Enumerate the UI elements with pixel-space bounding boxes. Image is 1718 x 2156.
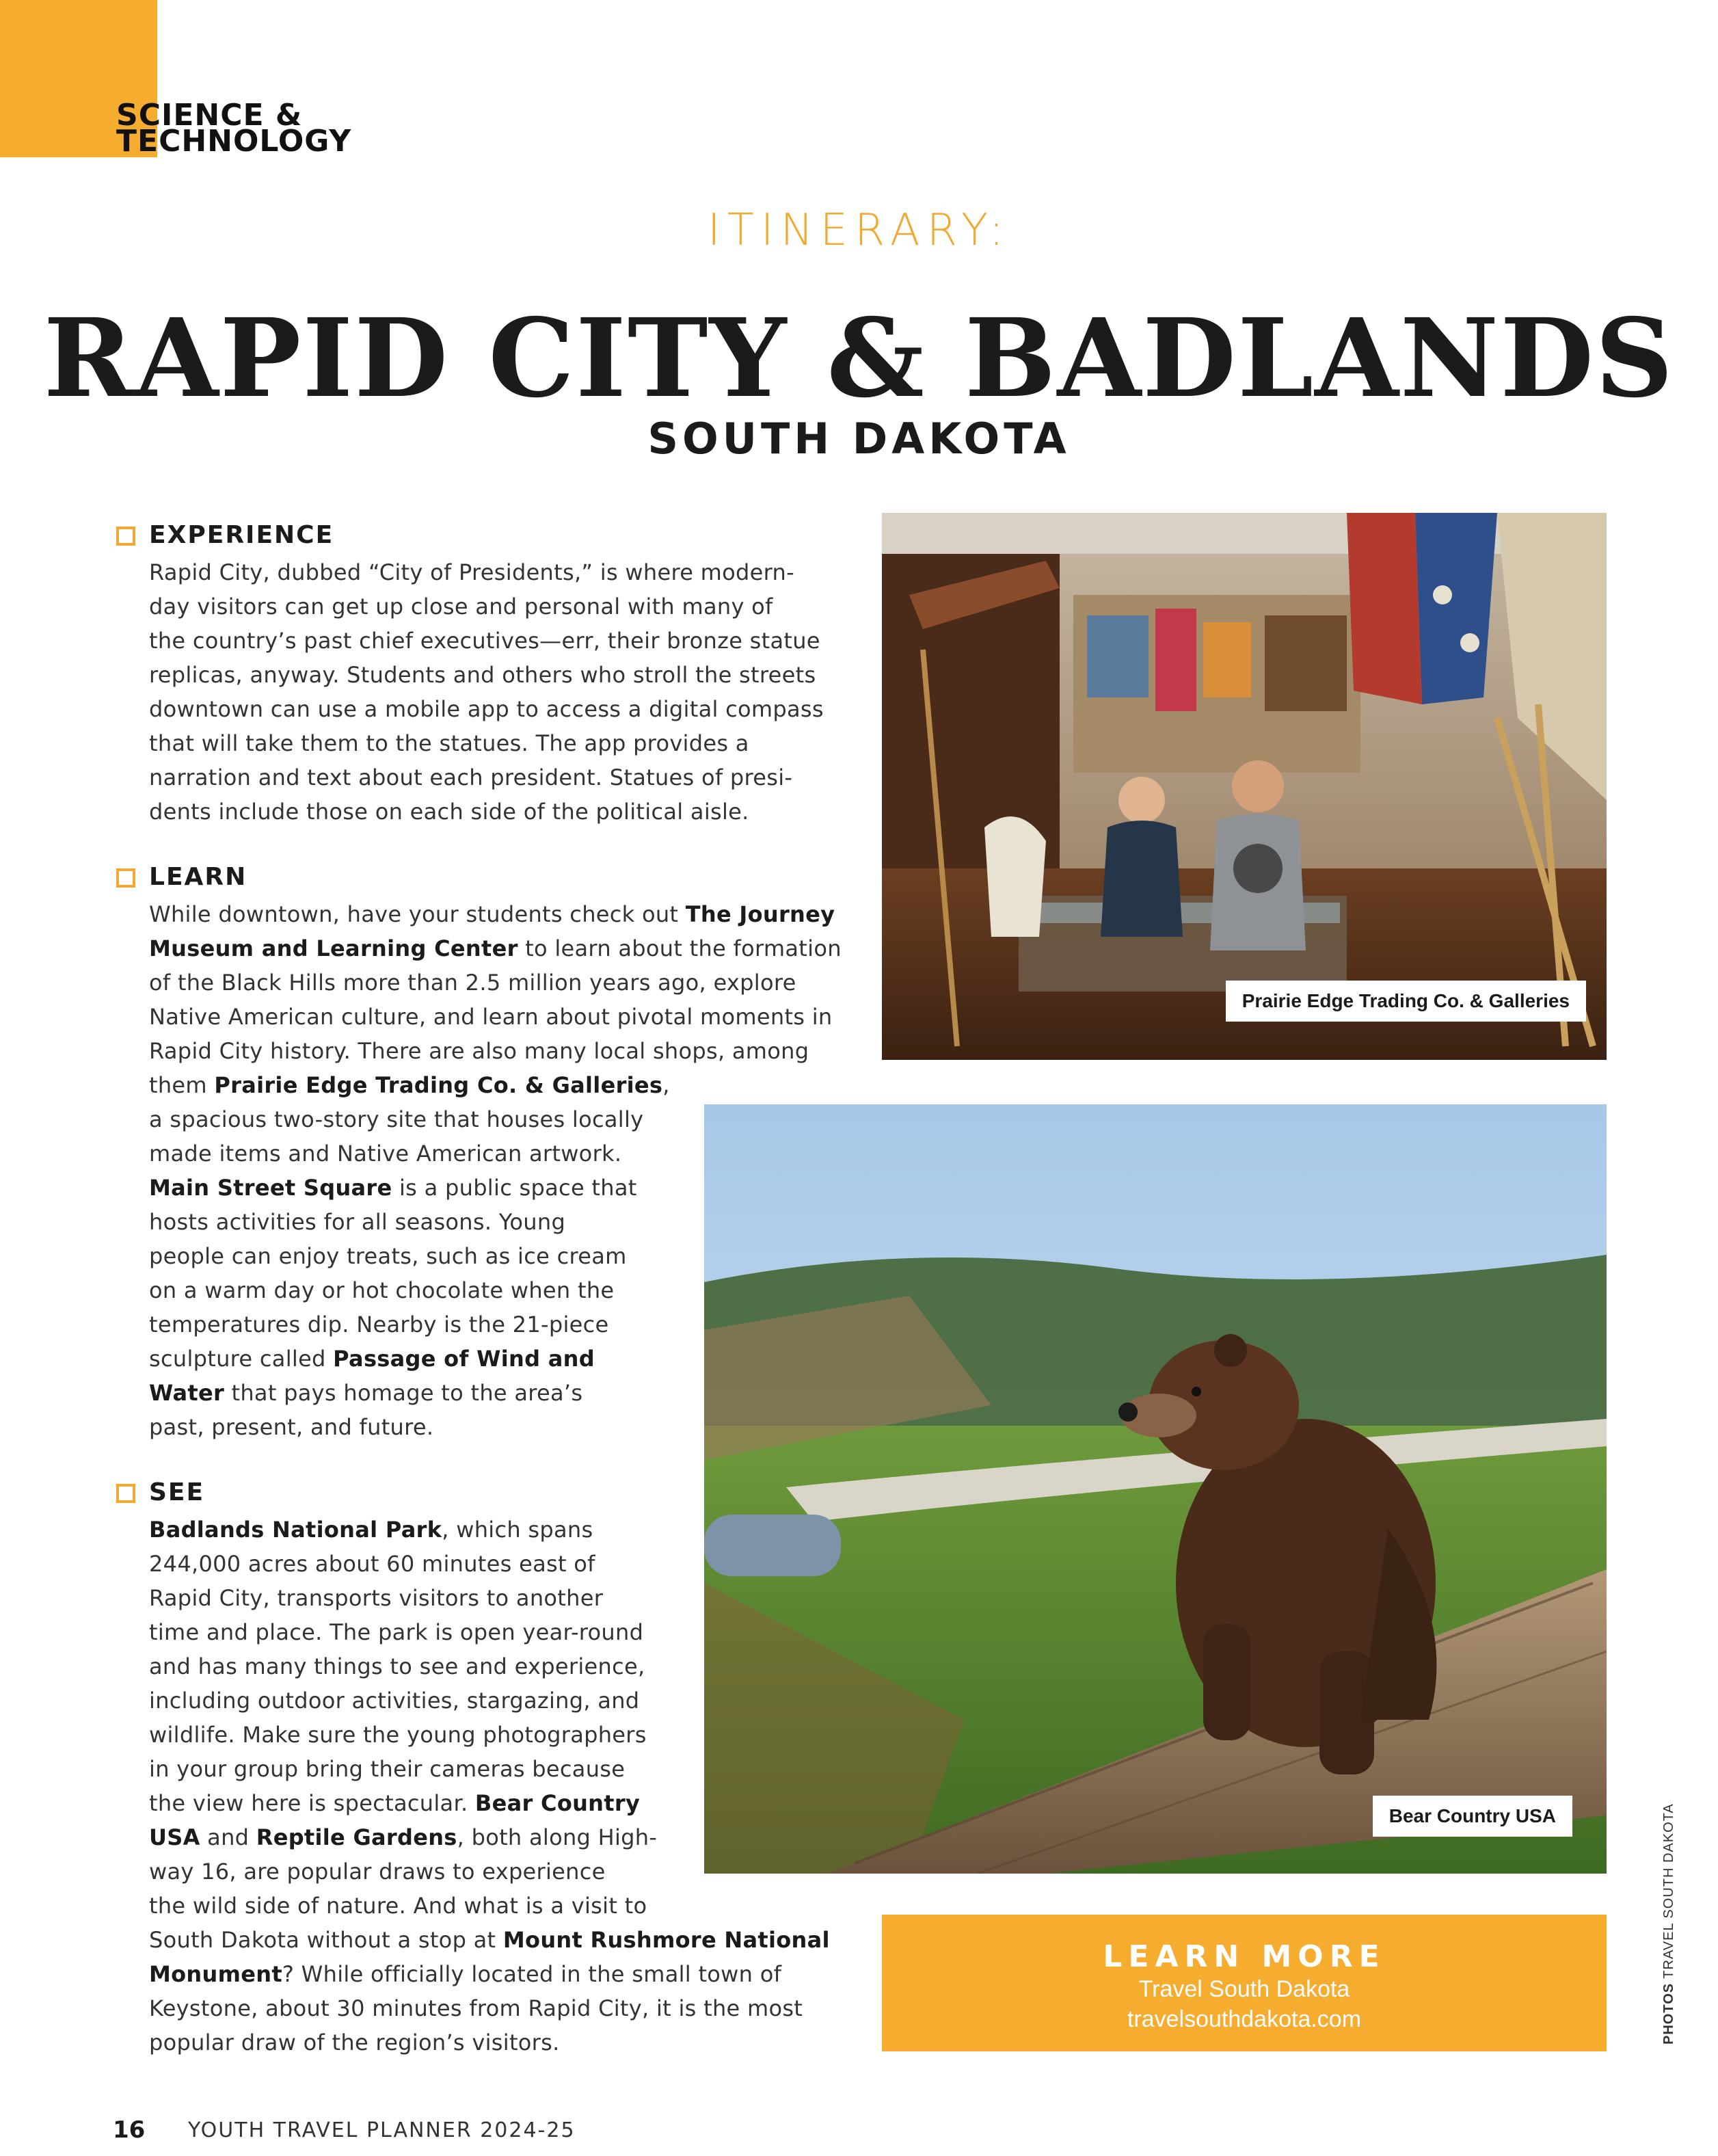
page-title: RAPID CITY & BADLANDS (43, 295, 1675, 422)
body-text-line: made items and Native American artwork. (149, 1141, 622, 1167)
body-text-line: 244,000 acres about 60 minutes east of (149, 1551, 595, 1577)
body-text-line: popular draw of the region’s visitors. (149, 2029, 560, 2055)
body-text-line: Rapid City, dubbed “City of Presidents,” is where modern- (149, 559, 794, 585)
body-text-line: that will take them to the statues. The app provides a (149, 730, 749, 756)
bear-illustration (704, 1104, 1607, 1874)
section-tag-line: SCIENCE & (116, 98, 303, 133)
body-text-line: Native American culture, and learn about pivotal moments in (149, 1004, 833, 1030)
body-text-line: Keystone, about 30 minutes from Rapid City, it is the most (149, 1995, 803, 2021)
photo-store-interior (882, 513, 1607, 1060)
body-text-line: the wild side of nature. And what is a visit to (149, 1893, 647, 1919)
body-text-line: a spacious two-story site that houses locally (149, 1106, 644, 1132)
body-text-line: them Prairie Edge Trading Co. & Galleries, (149, 1072, 670, 1098)
body-text-line: Monument? While officially located in the small town of (149, 1961, 782, 1987)
body-text-line: replicas, anyway. Students and others who stroll the streets (149, 662, 816, 688)
body-text-line: Main Street Square is a public space that (149, 1175, 637, 1201)
section-heading-learn: LEARN (149, 863, 247, 891)
checkbox-icon (116, 527, 135, 546)
photo-caption: Prairie Edge Trading Co. & Galleries (1226, 981, 1586, 1022)
body-text-line: Rapid City, transports visitors to another (149, 1585, 604, 1611)
body-text-line: including outdoor activities, stargazing, and (149, 1688, 640, 1714)
body-text-line: people can enjoy treats, such as ice cream (149, 1243, 627, 1269)
body-text-line: on a warm day or hot chocolate when the (149, 1277, 615, 1303)
section-heading-experience: EXPERIENCE (149, 521, 334, 549)
body-text-line: the country’s past chief executives—err, their bronze statue (149, 628, 820, 654)
body-text-line: day visitors can get up close and personal with many of (149, 594, 773, 620)
section-tag (116, 98, 352, 159)
body-text-line: USA and Reptile Gardens, both along High- (149, 1824, 658, 1850)
learn-more-box (882, 1915, 1607, 2051)
body-text-line: Museum and Learning Center to learn about the formation (149, 935, 842, 961)
section-tag-line: TECHNOLOGY (116, 124, 352, 159)
body-text-line: South Dakota without a stop at Mount Rushmore National (149, 1927, 830, 1953)
body-text-line: downtown can use a mobile app to access a digital compass (149, 696, 824, 722)
body-text-line: and has many things to see and experience, (149, 1653, 645, 1679)
photo-bear (704, 1104, 1607, 1874)
checkbox-icon (116, 868, 135, 888)
learn-more-link[interactable]: travelsouthdakota.com (1127, 2006, 1362, 2032)
learn-more-org: Travel South Dakota (1138, 1976, 1350, 2002)
body-text-line: temperatures dip. Nearby is the 21-piece (149, 1312, 609, 1337)
body-text-line: the view here is spectacular. Bear Country (149, 1790, 641, 1816)
body-text-line: past, present, and future. (149, 1414, 434, 1440)
photo-credit-label: PHOTOS (1661, 1982, 1676, 2045)
publication-title: YOUTH TRAVEL PLANNER 2024-25 (188, 2118, 576, 2142)
body-text-line: in your group bring their cameras because (149, 1756, 626, 1782)
body-text-line: While downtown, have your students check out The Journey (149, 901, 835, 927)
body-text-line: of the Black Hills more than 2.5 million years ago, explore (149, 970, 796, 996)
body-text-line: Rapid City history. There are also many local shops, among (149, 1038, 809, 1064)
page-subtitle: SOUTH DAKOTA (647, 414, 1071, 464)
body-text-line: sculpture called Passage of Wind and (149, 1346, 595, 1372)
store-interior-illustration (882, 513, 1607, 1060)
eyebrow-label: ITINERARY: (707, 205, 1011, 256)
body-text-line: narration and text about each president. Statues of presi- (149, 764, 793, 790)
body-text-line: Water that pays homage to the area’s (149, 1380, 583, 1406)
photo-credit (1661, 1803, 1677, 2045)
photo-credit-source: TRAVEL SOUTH DAKOTA (1661, 1803, 1676, 1979)
experience-body (149, 555, 824, 829)
page-number: 16 (113, 2116, 146, 2144)
body-text-line: wildlife. Make sure the young photographers (149, 1722, 647, 1748)
learn-more-title: LEARN MORE (1103, 1939, 1386, 1974)
body-text-line: Badlands National Park, which spans (149, 1517, 593, 1543)
body-text-line: way 16, are popular draws to experience (149, 1859, 606, 1885)
body-text-line: time and place. The park is open year-round (149, 1619, 644, 1645)
section-heading-see: SEE (149, 1478, 205, 1506)
body-text-line: dents include those on each side of the political aisle. (149, 799, 749, 825)
body-text-line: hosts activities for all seasons. Young (149, 1209, 566, 1235)
checkbox-icon (116, 1484, 135, 1503)
photo-caption: Bear Country USA (1373, 1796, 1572, 1837)
